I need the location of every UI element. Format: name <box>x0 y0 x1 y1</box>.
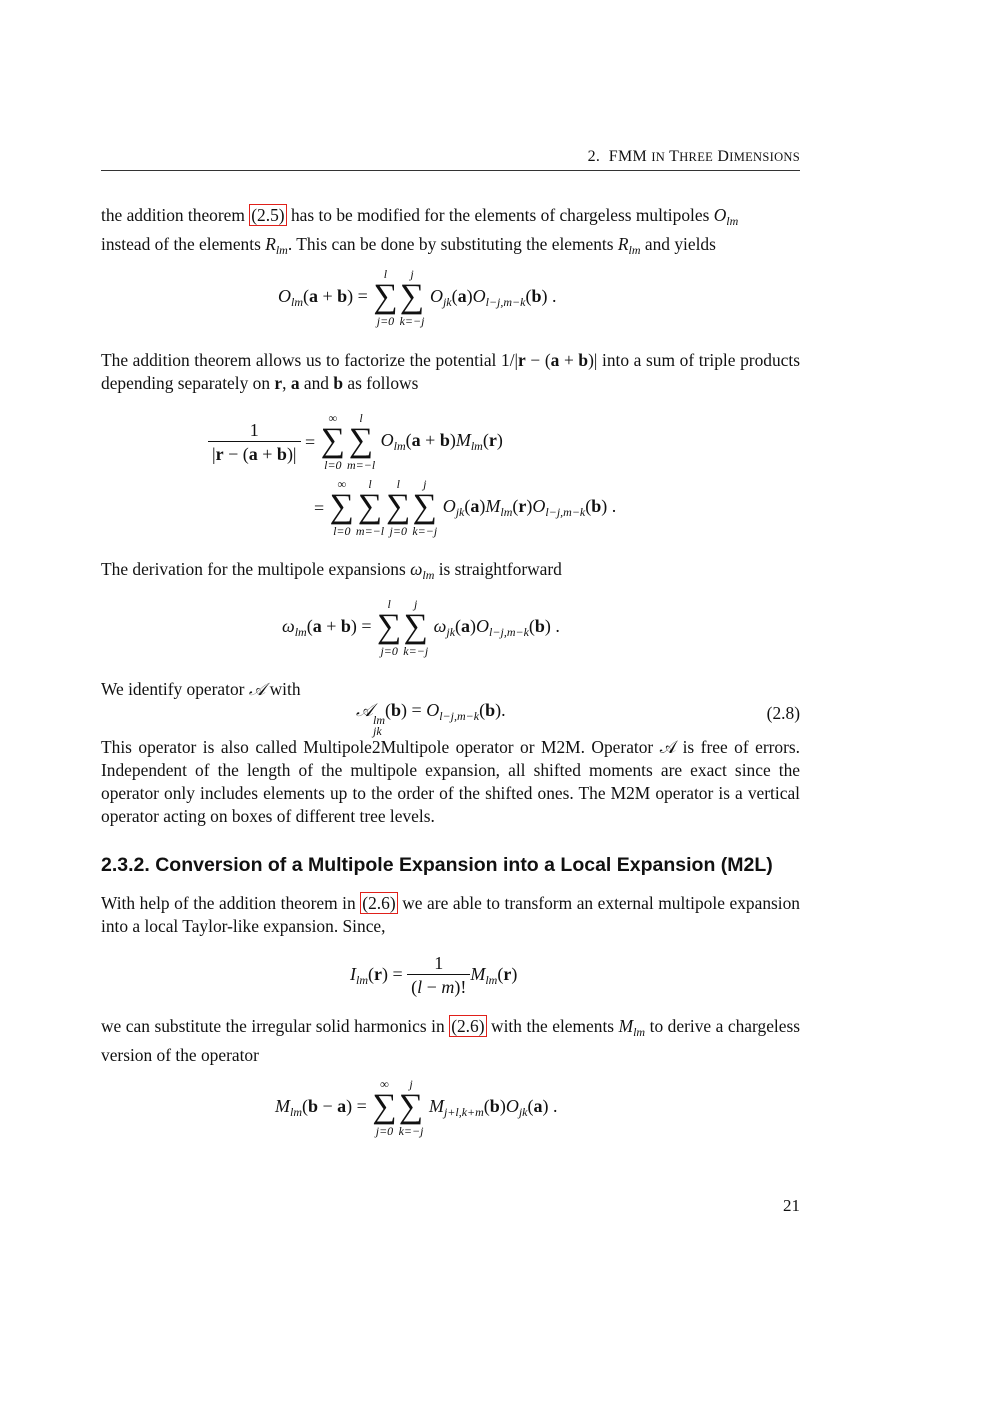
equation-number: (2.8) <box>766 703 800 723</box>
paragraph-1: the addition theorem (2.5) has to be modified for the elements of chargeless multipoles $O_{lm}$ instead of the elements $R_{lm}$. This can be done by substituting the elements $R_{lm}$ and yields <box>101 205 739 257</box>
running-title: 2. FMM IN THREE DIMENSIONS <box>587 148 800 165</box>
equation-reference-2-5[interactable]: (2.5) <box>251 205 285 225</box>
equation-multipole-shift: $\omega_{lm}(a + b)$ = l ∑ j=0 j ∑ k=−j $\omega_{jk}(a)O_{l-j,m-k}(b)$ . <box>282 597 560 658</box>
equation-m2l: $M_{lm}(b - a)$ = ∞ ∑ j=0 j ∑ k=−j $M_{j+l,k+m}(b)O_{jk}(a)$ . <box>275 1077 558 1138</box>
equation-factorization-line-2: = ∞ ∑ l=0 l ∑ m=−l l ∑ j=0 j ∑ k=−j $O_{jk}(a)M_{lm}(r)O_{l-j,m-k}(b)$ . <box>314 477 617 538</box>
paragraph-6: With help of the addition theorem in (2.6) we are able to transform an external multipole expansion into a local Taylor-like expansion. Since, <box>101 893 801 936</box>
paragraph-5: This operator is also called Multipole2Multipole operator or M2M. Operator 𝒜 is free of errors. Independent of the length of the multipole expansion, all shifted moments are exact since the operator only includes elements up to the order of the shifted ones. The M2M operator is a vertical operator acting on boxes of different tree levels. <box>101 737 800 826</box>
paragraph-7: we can substitute the irregular solid harmonics in (2.6) with the elements $M_{lm}$ to derive a chargeless version of the operator <box>101 1016 800 1065</box>
paragraph-3: The derivation for the multipole expansions $\omega_{lm}$ is straightforward <box>101 559 562 582</box>
equation-2-8: 𝒜 lm jk $(b) = O_{l-j,m-k}(b)$. <box>356 700 506 738</box>
paragraph-4: We identify operator 𝒜 with <box>101 679 301 700</box>
section-heading: 2.3.2. Conversion of a Multipole Expansion into a Local Expansion (M2L) <box>101 854 773 876</box>
equation-reference-2-6[interactable]: (2.6) <box>362 893 396 913</box>
equation-factorization-line-1: $\frac{1}{|r - (a + b)|}$ = ∞ ∑ l=0 l ∑ m=−l $O_{lm}(a + b)M_{lm}(r)$ <box>208 412 503 472</box>
paragraph-2: The addition theorem allows us to factorize the potential 1/|r − (a + b)| into a sum of triple products depending separately on r, a and b as follows <box>101 350 800 393</box>
equation-addition-theorem: $O_{lm}(a + b)$ = l ∑ j=0 j ∑ k=−j $O_{jk}(a)O_{l-j,m-k}(b)$ . <box>278 267 557 328</box>
equation-reference-2-6b[interactable]: (2.6) <box>451 1016 485 1036</box>
equation-irregular-harmonics: $I_{lm}(r)$ = $\frac{1}{(l - m)!}$ $M_{lm}(r)$ <box>350 953 518 997</box>
running-header <box>101 146 800 171</box>
page-number: 21 <box>783 1196 800 1215</box>
